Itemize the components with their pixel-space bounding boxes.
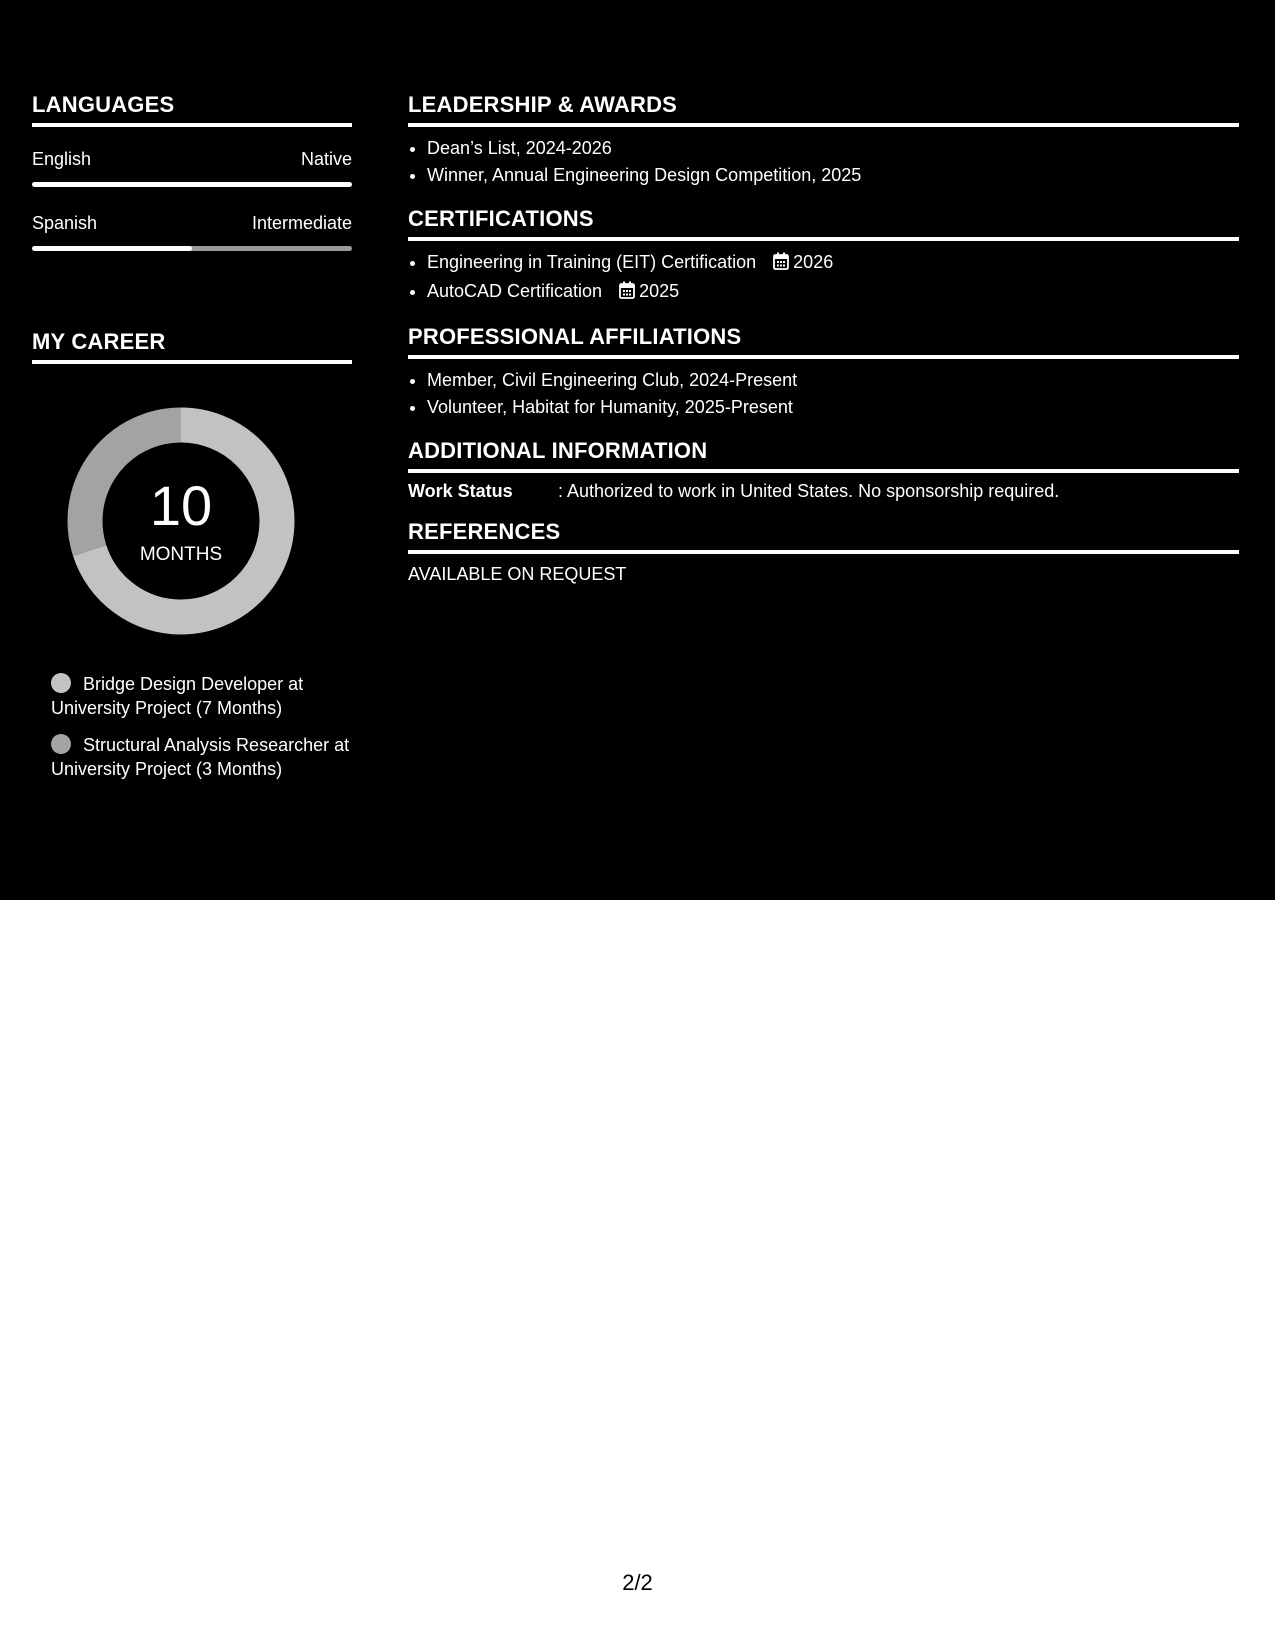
- right-column: [408, 92, 1239, 602]
- certification-item: [427, 278, 1239, 307]
- leadership-title: LEADERSHIP & AWARDS: [408, 92, 1239, 127]
- affiliation-item: • Volunteer, Habitat for Humanity, 2025-Present: [427, 394, 1239, 421]
- leadership-item: • Dean’s List, 2024-2026: [427, 135, 1239, 162]
- career-legend-item: [51, 733, 352, 781]
- references-text: AVAILABLE ON REQUEST: [408, 564, 627, 584]
- leadership-list: [408, 135, 1239, 189]
- career-role-label: Bridge Design Developer at University Project (7 Months): [51, 674, 304, 718]
- additional-info-title: ADDITIONAL INFORMATION: [408, 438, 1239, 473]
- work-status-label: Work Status: [408, 481, 513, 501]
- certifications-list: [408, 249, 1239, 307]
- work-status-row: [408, 481, 1239, 502]
- language-proficiency-fill: [32, 246, 192, 251]
- career-total-unit: MONTHS: [139, 544, 223, 565]
- language-level: Native: [300, 149, 352, 169]
- language-name: English: [32, 149, 92, 169]
- certification-name: AutoCAD Certification: [427, 281, 603, 301]
- career-title: MY CAREER: [32, 329, 352, 364]
- references-title: REFERENCES: [408, 519, 1239, 554]
- language-level: Intermediate: [251, 213, 352, 233]
- career-donut-chart: [66, 406, 296, 636]
- legend-dot-icon: [51, 673, 71, 693]
- language-name: Spanish: [32, 213, 98, 233]
- certification-year: 2026: [793, 252, 834, 272]
- affiliations-title: PROFESSIONAL AFFILIATIONS: [408, 324, 1239, 359]
- career-legend-item: [51, 672, 352, 720]
- leadership-section: [408, 92, 1239, 189]
- certification-name: Engineering in Training (EIT) Certification: [427, 252, 757, 272]
- legend-dot-icon: [51, 734, 71, 754]
- certification-item: [427, 249, 1239, 278]
- languages-title: LANGUAGES: [32, 92, 352, 127]
- language-item: [32, 149, 352, 187]
- language-item: [32, 213, 352, 251]
- affiliations-section: [408, 324, 1239, 421]
- language-proficiency-bar: [32, 182, 352, 187]
- language-proficiency-fill: [32, 182, 352, 187]
- work-status-value: : Authorized to work in United States. No sponsorship required.: [558, 481, 1060, 501]
- left-column: [32, 92, 352, 794]
- career-legend: [51, 672, 352, 781]
- certifications-title: CERTIFICATIONS: [408, 206, 1239, 241]
- calendar-icon: [773, 251, 789, 278]
- additional-info-section: [408, 438, 1239, 502]
- affiliation-item: • Member, Civil Engineering Club, 2024-Present: [427, 367, 1239, 394]
- certification-year: 2025: [639, 281, 680, 301]
- language-proficiency-bar: [32, 246, 352, 251]
- certifications-section: [408, 206, 1239, 307]
- career-total-months: 10: [149, 474, 213, 537]
- calendar-icon: [619, 280, 635, 307]
- affiliations-list: [408, 367, 1239, 421]
- page-number: 2/2: [622, 1570, 653, 1595]
- leadership-item: • Winner, Annual Engineering Design Competition, 2025: [427, 162, 1239, 189]
- career-role-label: Structural Analysis Researcher at University Project (3 Months): [51, 735, 350, 779]
- references-section: [408, 519, 1239, 585]
